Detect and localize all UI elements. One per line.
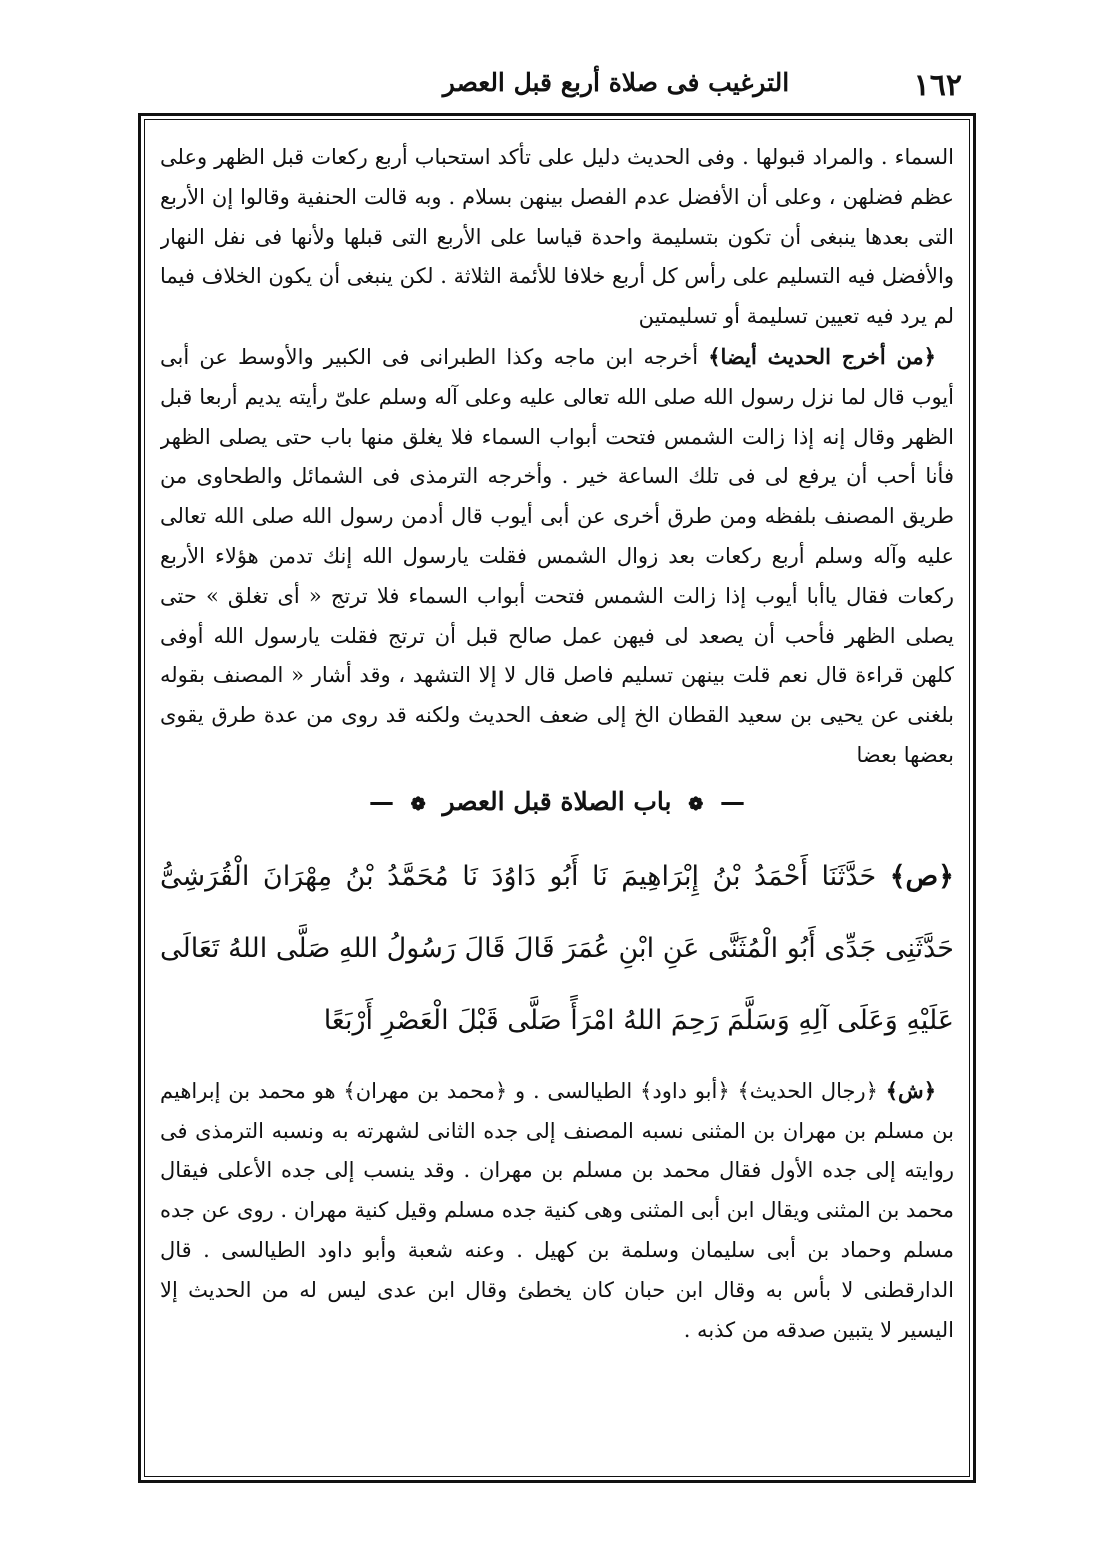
hadith-text-block — [160, 841, 954, 1057]
section-label-takhrij: ﴿من أخرج الحديث أيضا﴾ — [708, 343, 936, 369]
commentary-paragraph-3 — [160, 1071, 954, 1351]
dash-right: — — [720, 786, 746, 816]
page-header — [150, 62, 962, 108]
chapter-heading — [160, 784, 954, 823]
hadith-text: حَدَّثَنَا أَحْمَدُ بْنُ إِبْرَاهِيمَ نَا أَبُو دَاوُدَ نَا مُحَمَّدُ بْنُ مِهْرَانَ الْقُرَشِىُّ حَدَّثَنِى جَدِّى أَبُو الْمُثَنَّى عَنِ ابْنِ عُمَرَ قَالَ قَالَ رَسُولُ اللهِ صَلَّى اللهُ تَعَالَى عَلَيْهِ وَعَلَى آلِهِ وَسَلَّمَ رَحِمَ اللهُ امْرَأً صَلَّى قَبْلَ الْعَصْرِ أَرْبَعًا — [160, 860, 954, 1036]
commentary-paragraph-1: السماء . والمراد قبولها . وفى الحديث دليل على تأكد استحباب أربع ركعات قبل الظهر وعلى عظم فضلهن ، وعلى أن الأفضل عدم الفصل بينهن بسلام . وبه قالت الحنفية وقالوا إن الأربع التى بعدها ينبغى أن تكون بتسليمة واحدة قياسا على الأربع التى قبلها ولأنها فى نفل النهار والأفضل فيه التسليم على رأس كل أربع خلافا للأئمة الثلاثة . لكن ينبغى أن يكون الخلاف فيما لم يرد فيه تعيين تسليمة أو تسليمتين — [160, 145, 954, 329]
chapter-title: باب الصلاة قبل العصر — [442, 786, 672, 816]
ornament-right-icon: ❁ — [688, 793, 704, 815]
takhrij-text: أخرجه ابن ماجه وكذا الطبرانى فى الكبير والأوسط عن أبى أيوب قال لما نزل رسول الله صلى الله تعالى عليه وعلى آله وسلم علىّ رأيته يديم أربعا قبل الظهر وقال إنه إذا زالت الشمس فتحت أبواب السماء فلا يغلق منها باب حتى يصلى الظهر فأنا أحب أن يرفع لى فى تلك الساعة خير . وأخرجه الترمذى فى الشمائل والطحاوى من طريق المصنف بلفظه ومن طرق أخرى عن أبى أيوب قال أدمن رسول الله صلى الله تعالى عليه وآله وسلم أربع ركعات بعد زوال الشمس فقلت يارسول الله إنك تدمن هؤلاء الأربع ركعات فقال ياأبا أيوب إذا زالت الشمس فتحت أبواب السماء فلا ترتج « أى تغلق » حتى يصلى الظهر فأحب أن يصعد لى فيهن عمل صالح قبل أن ترتج فقلت يارسول الله أوفى كلهن قراءة قال نعم قلت بينهن تسليم فاصل قال لا إلا التشهد ، وقد أشار « المصنف بقوله بلغنى عن يحيى بن سعيد القطان الخ إلى ضعف الحديث ولكنه قد روى من عدة طرق يقوى بعضها بعضا — [160, 344, 954, 767]
ornament-left-icon: ❁ — [410, 793, 426, 815]
hadith-label: ﴿ص﴾ — [889, 860, 954, 892]
commentary-paragraph-2 — [160, 337, 954, 776]
dash-left: — — [368, 786, 394, 816]
sharh-label: ﴿ش﴾ — [885, 1077, 936, 1103]
sharh-text: ﴿رجال الحديث﴾ ﴿أبو داود﴾ الطيالسى . و ﴿محمد بن مهران﴾ هو محمد بن إبراهيم بن مسلم بن مهران بن المثنى نسبه المصنف إلى جده الثانى لشهرته به ونسبه الترمذى فى روايته إلى جده الأول فقال محمد بن مسلم بن مهران . وقد ينسب إلى جده الأعلى فيقال محمد بن المثنى ويقال ابن أبى المثنى وهى كنية جده مسلم وقيل كنية مهران . روى عن جده مسلم وحماد بن أبى سليمان وسلمة بن كهيل . وعنه شعبة وأبو داود الطيالسى . قال الدارقطنى لا بأس به وقال ابن حبان كان يخطئ وقال ابن عدى ليس له من الحديث إلا اليسير لا يتبين صدقه من كذبه . — [160, 1078, 954, 1342]
running-title: الترغيب فى صلاة أربع قبل العصر — [442, 68, 790, 97]
page-content — [160, 138, 954, 1466]
page-number: ١٦٢ — [913, 68, 962, 103]
